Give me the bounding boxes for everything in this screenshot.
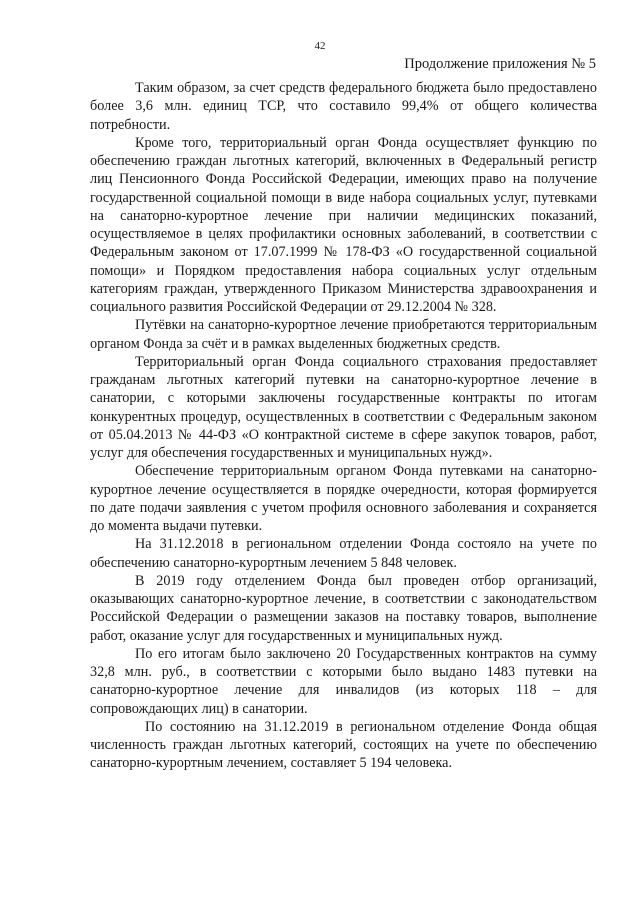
page-number: 42 [314,40,326,52]
paragraph-9: По состоянию на 31.12.2019 в региональном отделение Фонда общая численность граждан льготных категорий, состоящих на учете по обеспечению санаторно-курортным лечением, составляет 5 194 человека. [90,718,597,772]
document-body [90,79,597,773]
paragraph-5: Обеспечение территориальным органом Фонда путевками на санаторно-курортное лечение осуществляется в порядке очередности, которая формируется по дате подачи заявления с учетом профиля основного заболевания и сохраняется до момента выдачи путевки. [90,463,597,534]
paragraph-8: По его итогам было заключено 20 Государственных контрактов на сумму 32,8 млн. руб., в соответствии с которыми было выдано 1483 путевки на санаторно-курортное лечение для инвалидов (из которых 118 – для сопровождающих лиц) в санатории. [90,645,597,717]
paragraph-7: В 2019 году отделением Фонда был проведен отбор организаций, оказывающих санаторно-курортное лечение, в соответствии с законодательством Российской Федерации о размещении заказов на поставку товаров, выполнение работ, оказание услуг для государственных и муниципальных нужд. [90,572,597,644]
appendix-header: Продолжение приложения № 5 [404,56,596,72]
paragraph-1: Таким образом, за счет средств федерального бюджета было предоставлено более 3,6 млн. единиц ТСР, что составило 99,4% от общего количества потребности. [90,80,597,133]
paragraph-2: Кроме того, территориальный орган Фонда осуществляет функцию по обеспечению граждан льготных категорий, включенных в Федеральный регистр лиц Пенсионного Фонда Российской Федерации, имеющих право на получение государственной социальной помощи в виде набора социальных услуг, путевками на санаторно-курортное лечение при наличии медицинских показаний, осуществляемое в целях профилактики основных заболеваний, в соответствии с Федеральным законом от 17.07.1999 № 178-ФЗ «О государственной социальной помощи» и Порядком предоставления набора социальных услуг отдельным категориям граждан, утвержденного Приказом Министерства здравоохранения и социального развития Российской Федерации от 29.12.2004 № 328. [90,134,597,315]
paragraph-3: Путёвки на санаторно-курортное лечение приобретаются территориальным органом Фонда за счёт и в рамках выделенных бюджетных средств. [90,317,597,352]
paragraph-6: На 31.12.2018 в региональном отделении Фонда состояло на учете по обеспечению санаторно-курортным лечением 5 848 человек. [90,536,597,571]
paragraph-4: Территориальный орган Фонда социального страхования предоставляет гражданам льготных категорий путевки на санаторно-курортное лечение в санатории, с которыми заключены государственные контракты по итогам конкурентных процедур, осуществленных в соответствии с Федеральным законом от 05.04.2013 № 44-ФЗ «О контрактной системе в сфере закупок товаров, работ, услуг для обеспечения государственных и муниципальных нужд». [90,353,597,461]
